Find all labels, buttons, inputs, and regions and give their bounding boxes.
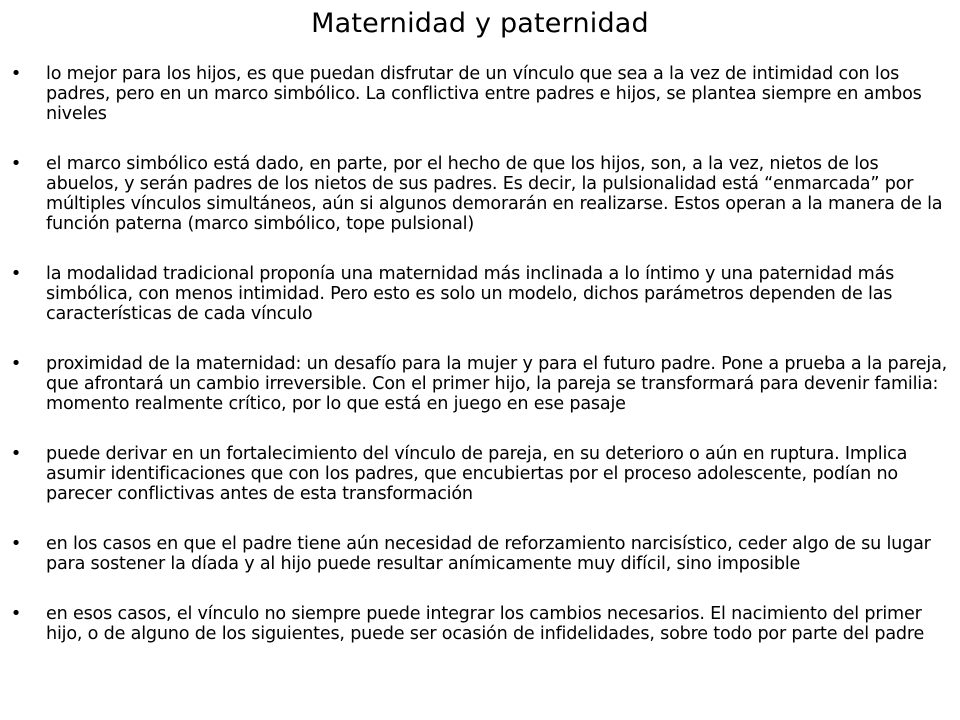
bullet-list [0,64,960,644]
bullet-item [0,154,960,234]
bullet-icon: • [10,353,22,374]
bullet-icon: • [10,603,22,624]
bullet-item [0,264,960,324]
bullet-item [0,444,960,504]
bullet-text: puede derivar en un fortalecimiento del vínculo de pareja, en su deterioro o aún en ruptura. Implica asumir identificaciones que con los padres, que encubiertas por el proceso adolescente, podían no parecer conflictivas antes de esta transformación [46,444,908,504]
bullet-text: la modalidad tradicional proponía una maternidad más inclinada a lo íntimo y una paternidad más simbólica, con menos intimidad. Pero esto es solo un modelo, dichos parámetros dependen de las características de cada vínculo [46,264,895,324]
bullet-item [0,64,960,124]
bullet-text: el marco simbólico está dado, en parte, por el hecho de que los hijos, son, a la vez, nietos de los abuelos, y serán padres de los nietos de sus padres. Es decir, la pulsionalidad está “enmarcada” por múltiples vínculos simultáneos, aún si algunos demorarán en realizarse. Estos operan a la manera de la función paterna (marco simbólico, tope pulsional) [46,154,943,234]
bullet-text: lo mejor para los hijos, es que puedan disfrutar de un vínculo que sea a la vez de intimidad con los padres, pero en un marco simbólico. La conflictiva entre padres e hijos, se plantea siempre en ambos niveles [46,64,922,124]
bullet-text: en los casos en que el padre tiene aún necesidad de reforzamiento narcisístico, ceder algo de su lugar para sostener la díada y al hijo puede resultar anímicamente muy difícil, sino imposible [46,534,931,574]
bullet-icon: • [10,443,22,464]
bullet-text: en esos casos, el vínculo no siempre puede integrar los cambios necesarios. El nacimiento del primer hijo, o de alguno de los siguientes, puede ser ocasión de infidelidades, sobre todo por parte del padre [46,604,925,644]
bullet-icon: • [10,533,22,554]
slide-title: Maternidad y paternidad [311,8,649,39]
bullet-icon: • [10,63,22,84]
bullet-icon: • [10,263,22,284]
bullet-item [0,604,960,644]
bullet-icon: • [10,153,22,174]
bullet-item [0,534,960,574]
bullet-item [0,354,960,414]
bullet-text: proximidad de la maternidad: un desafío para la mujer y para el futuro padre. Pone a prueba a la pareja, que afrontará un cambio irreversible. Con el primer hijo, la pareja se transformará para devenir familia: momento realmente crítico, por lo que está en juego en ese pasaje [46,354,948,414]
